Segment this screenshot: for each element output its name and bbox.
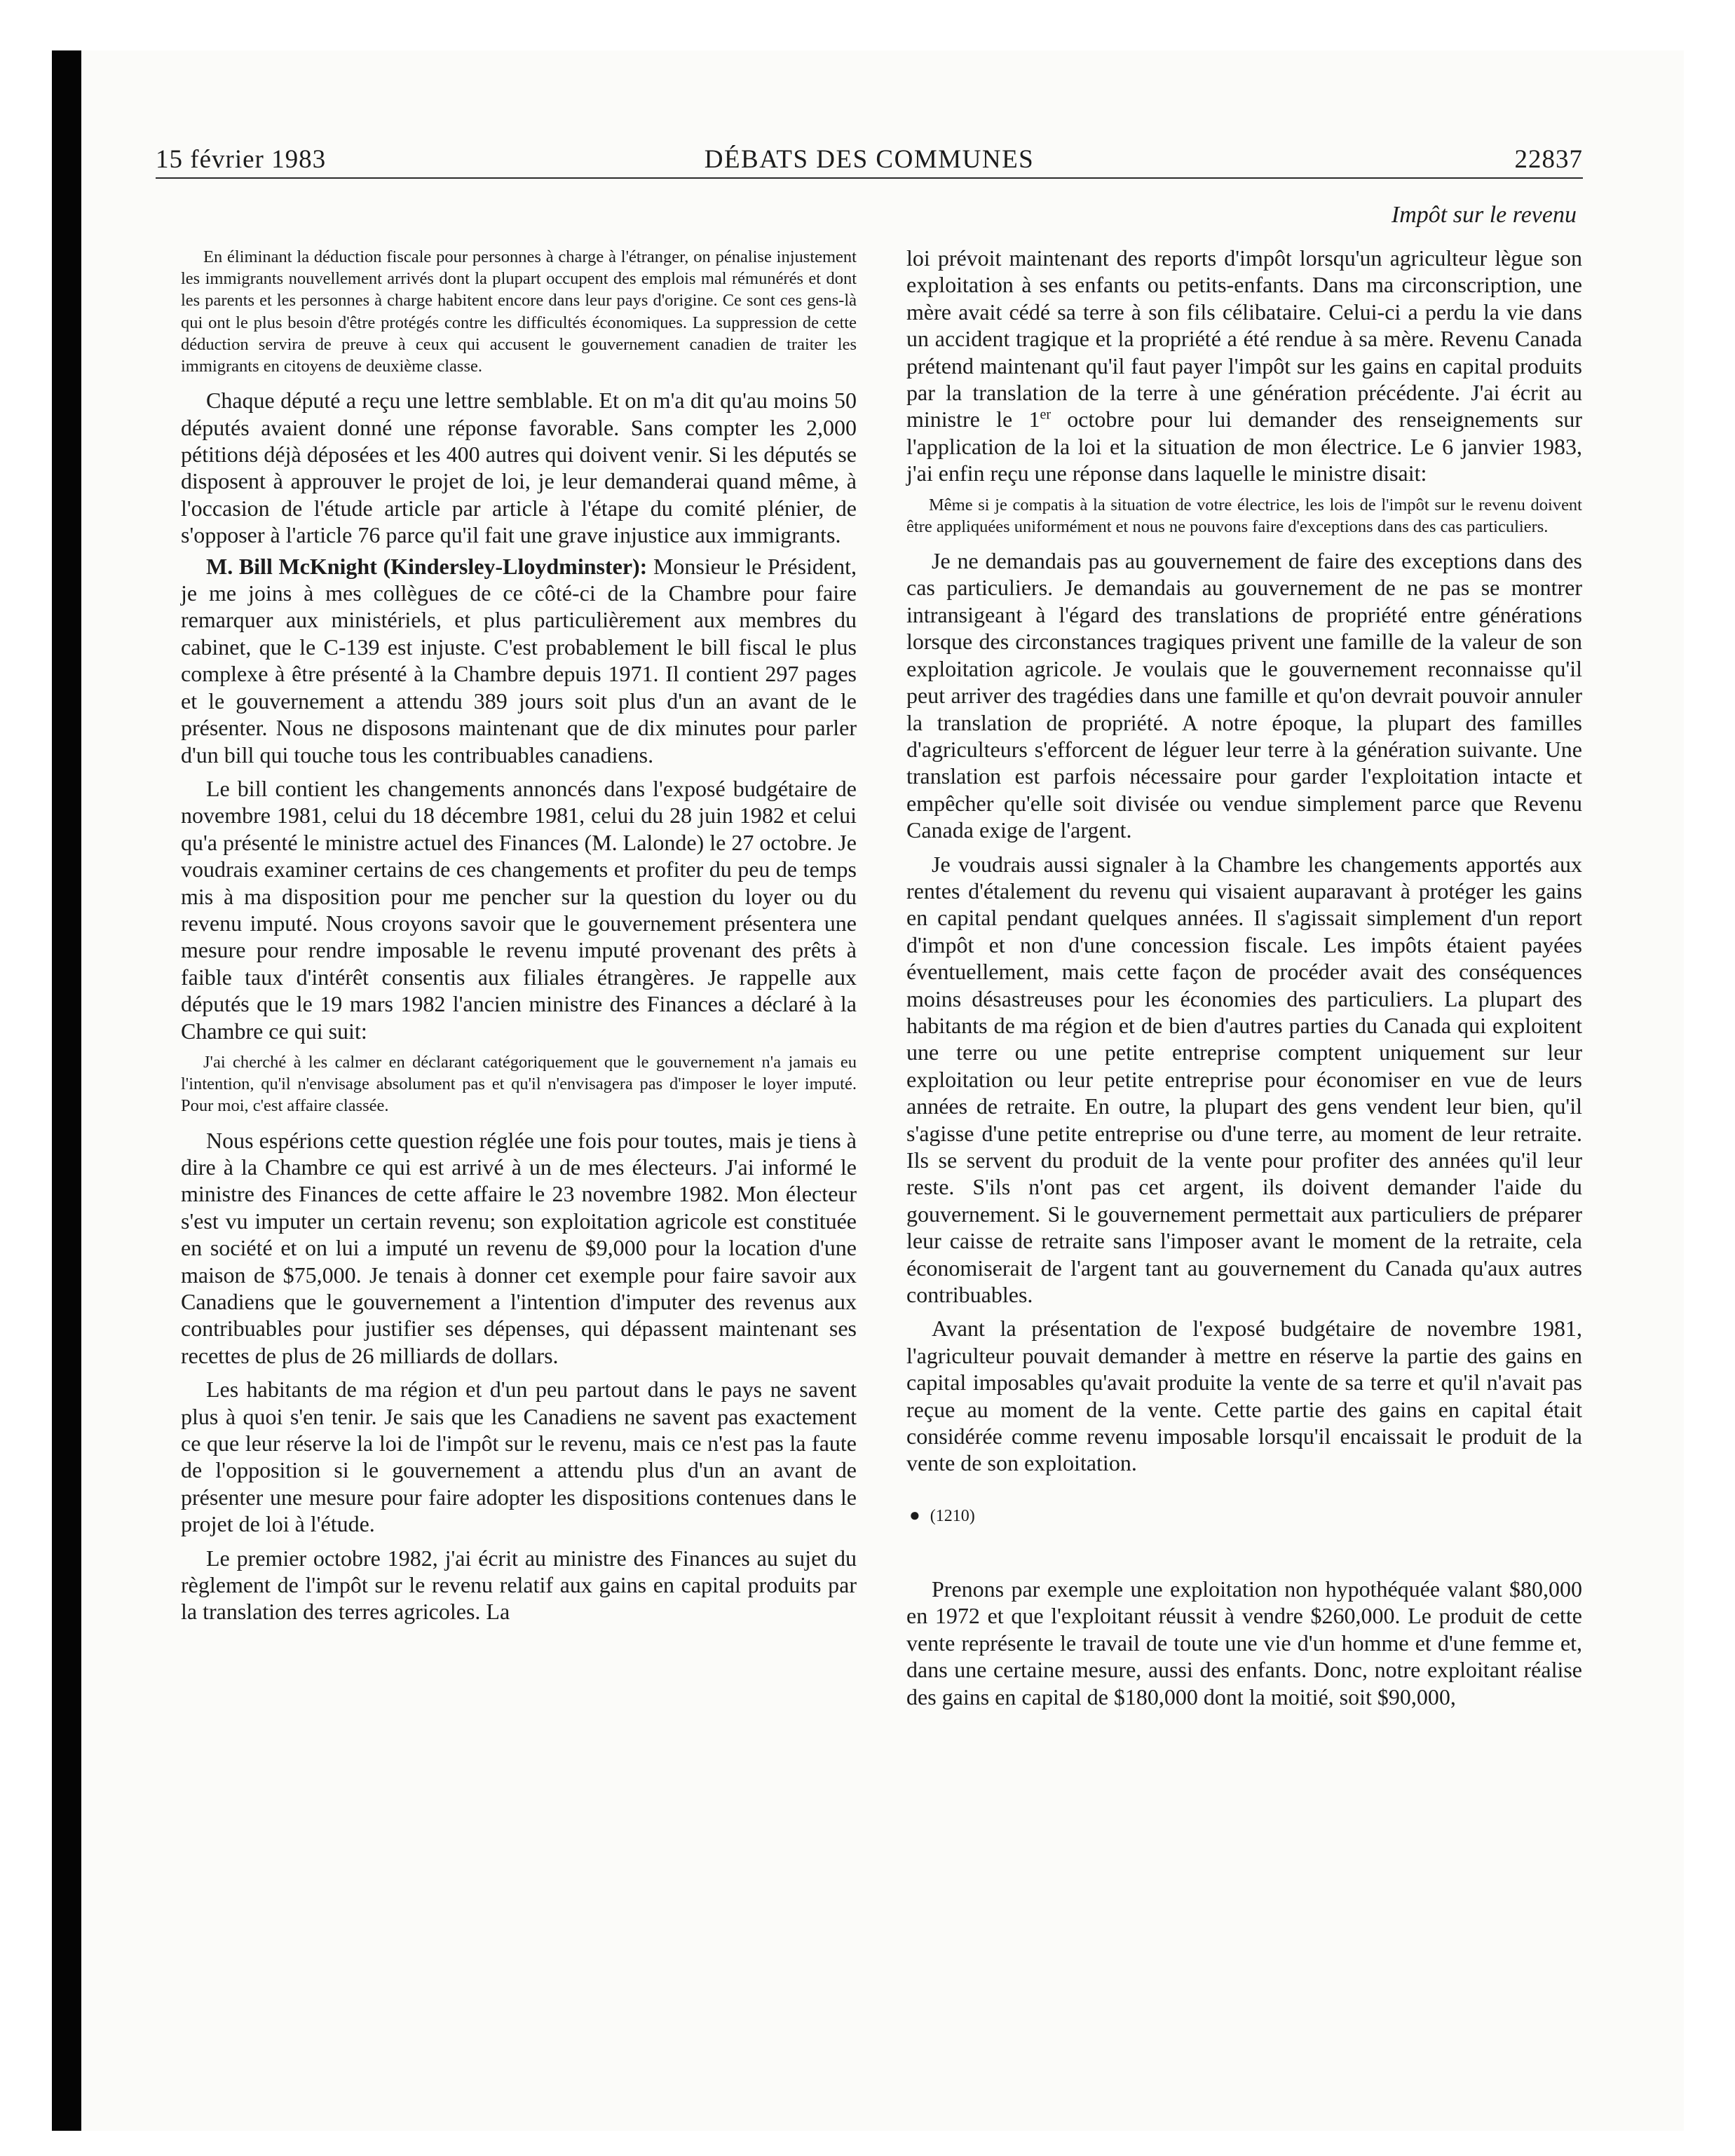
running-header xyxy=(156,144,1583,176)
paragraph: Nous espérions cette question réglée une fois pour toutes, mais je tiens à dire à la Chambre ce qui est arrivé à un de mes électeurs. J'ai informé le ministre des Finances de cette affaire le 23 novembre 1982. Mon électeur s'est vu imputer un certain revenu; son exploitation agricole est constituée en société et on lui a imputé un revenu de $9,000 pour la location d'une maison de $75,000. Je tenais à donner cet exemple pour faire savoir aux Canadiens que le gouvernement a l'intention d'imputer des revenus aux contribuables pour justifier ses dépenses, qui dépassent maintenant ses recettes de plus de 26 milliards de dollars. xyxy=(181,1127,857,1368)
quoted-reply: Même si je compatis à la situation de votre électrice, les lois de l'impôt sur le revenu doivent être appliquées uniformément et nous ne pouvons faire d'exceptions dans des cas particuliers. xyxy=(906,495,1582,536)
header-title: DÉBATS DES COMMUNES xyxy=(704,145,1035,174)
left-column xyxy=(181,200,857,1625)
paragraph: Je ne demandais pas au gouvernement de faire des exceptions dans des cas particuliers. Je demandais au gouvernement de ne pas se montrer intransigeant à l'égard des translations de propriété entre générations lorsque des circonstances tragiques privent une famille de la valeur de son exploitation agricole. Je voulais que le gouvernement reconnaisse qu'il peut arriver des tragédies dans une famille et qu'on devrait pouvoir annuler la translation de propriété. A notre époque, la plupart des familles d'agriculteurs s'efforcent de léguer leur terre à la génération suivante. Une translation est parfois nécessaire pour garder l'exploitation intacte et empêcher qu'elle soit divisée ou vendue simplement parce que Revenu Canada exige de l'argent. xyxy=(906,548,1582,843)
paragraph: Les habitants de ma région et d'un peu partout dans le pays ne savent plus à quoi s'en tenir. Je sais que les Canadiens ne savent pas exactement ce que leur réserve la loi de l'impôt sur le revenu, mais ce n'est pas la faute de l'opposition si le gouvernement a attendu plus d'un an avant de présenter une mesure pour faire adopter les dispositions contenues dans le projet de loi à l'étude. xyxy=(181,1377,857,1537)
ordinal-suffix: er xyxy=(1040,407,1051,423)
paragraph: Le bill contient les changements annoncés dans l'exposé budgétaire de novembre 1981, celui du 18 décembre 1981, celui du 28 juin 1982 et celui qu'a présenté le ministre actuel des Finances (M. Lalonde) le 27 octobre. Je voudrais examiner certains de ces changements et profiter du peu de temps mis à ma disposition pour me pencher sur la question du loyer ou du revenu imputé. Nous croyons savoir que le gouvernement présentera une mesure pour rendre imposable le revenu imputé provenant des prêts à faible taux d'intérêt consentis aux filiales étrangères. Je rappelle aux députés que le 19 mars 1982 l'ancien ministre des Finances a déclaré à la Chambre ce qui suit: xyxy=(181,775,857,1044)
paragraph: Prenons par exemple une exploitation non hypothéquée valant $80,000 en 1972 et que l'exploitant réussit à vendre $260,000. Le produit de cette vente représente le travail de toute une vie d'un homme et d'une femme et, dans une certaine mesure, aussi des enfants. Donc, notre exploitant réalise des gains en capital de $180,000 dont la moitié, soit $90,000, xyxy=(906,1576,1582,1710)
speaker-paragraph xyxy=(181,553,857,768)
header-page-number: 22837 xyxy=(1514,145,1583,174)
speaker-text: Monsieur le Président, je me joins à mes collègues de ce côté-ci de la Chambre pour faire remarquer aux ministériels, et plus particulièrement aux membres du cabinet, que le C-139 est injuste. C'est probablement le bill fiscal le plus complexe à être présenté à la Chambre depuis 1971. Il contient 297 pages et le gouvernement a attendu 389 jours soit plus d'un an avant de le présenter. Nous ne disposons maintenant que de dix minutes pour parler d'un bill qui touche tous les contribuables canadiens. xyxy=(181,553,857,767)
paragraph-text: octobre pour lui demander des renseignements sur l'application de la loi et la situation de mon électrice. Le 6 janvier 1983, j'ai enfin reçu une réponse dans laquelle le ministre disait: xyxy=(906,407,1583,486)
bullet-icon: ● xyxy=(909,1504,920,1525)
speaker-name: M. Bill McKnight (Kindersley-Lloydminster): xyxy=(206,553,648,579)
quoted-statement: J'ai cherché à les calmer en déclarant catégoriquement que le gouvernement n'a jamais eu l'intention, qu'il n'envisage absolument pas et qu'il n'envisagera pas d'imposer le loyer imputé. Pour moi, c'est affaire classée. xyxy=(181,1052,857,1116)
header-date: 15 février 1983 xyxy=(156,145,327,174)
paragraph: Je voudrais aussi signaler à la Chambre les changements apportés aux rentes d'étalement du revenu qui visaient auparavant à protéger les gains en capital pendant quelques années. Il s'agissait simplement d'un report d'impôt et non d'une concession fiscale. Les impôts étaient payées éventuellement, mais cette façon de procéder avait des conséquences moins désastreuses pour les économies des particuliers. La plupart des habitants de ma région et de bien d'autres parties du Canada qui exploitent une terre ou une petite entreprise comptent uniquement sur leur exploitation ou leur petite entreprise pour économiser en vue de leurs années de retraite. En outre, la plupart des gens vendent leur bien, qu'il s'agisse d'une petite entreprise ou d'une terre, au moment de leur retraite. Ils se servent du produit de la vente pour profiter des années qu'il leur reste. S'ils n'ont pas cet argent, ils doivent demander l'aide du gouvernement. Si le gouvernement permettait aux particuliers de préparer leur caisse de retraite sans l'imposer avant le moment de la retraite, cela économiserait de l'argent tant au gouvernement du Canada qu'aux autres contribuables. xyxy=(906,851,1582,1308)
paragraph-text: loi prévoit maintenant des reports d'impôt lorsqu'un agriculteur lègue son exploitation à ses enfants ou petits-enfants. Dans ma circonscription, une mère avait cédé sa terre à son fils célibataire. Celui-ci a perdu la vie dans un accident tragique et la propriété a été rendue à sa mère. Revenu Canada prétend maintenant qu'il faut payer l'impôt sur les gains en capital produits par la translation de la terre à une génération précédente. J'ai écrit au ministre le 1 xyxy=(906,245,1582,432)
section-title: Impôt sur le revenu xyxy=(1391,202,1577,228)
paragraph: Chaque député a reçu une lettre semblable. Et on m'a dit qu'au moins 50 députés avaient donné une réponse favorable. Sans compter les 2,000 pétitions déjà déposées et les 400 autres qui doivent venir. Si les députés se disposent à approuver le projet de loi, je leur demanderai quand même, à l'occasion de l'étude article par article à l'étape du comité plénier, de s'opposer à l'article 76 parce qu'il fait une grave injustice aux immigrants. xyxy=(181,388,857,548)
time-marker xyxy=(906,1505,1582,1527)
right-column xyxy=(906,200,1582,1710)
binding-edge xyxy=(52,50,81,2131)
header-rule xyxy=(156,177,1583,179)
paragraph: Avant la présentation de l'exposé budgétaire de novembre 1981, l'agriculteur pouvait demander à mettre en réserve la partie des gains en capital imposables qu'avait produite la vente de sa terre et qu'il n'avait pas reçue au moment de la vente. Cette partie des gains en capital était considérée comme revenu imposable lorsqu'il encaissait le produit de la vente de son exploitation. xyxy=(906,1316,1582,1476)
time-marker-text: (1210) xyxy=(930,1506,975,1525)
paragraph xyxy=(906,245,1582,487)
quoted-letter: En éliminant la déduction fiscale pour personnes à charge à l'étranger, on pénalise injustement les immigrants nouvellement arrivés dont la plupart occupent des emplois mal rémunérés et dont les parents et les personnes à charge habitent encore dans leur pays d'origine. Ce sont ces gens-là qui ont le plus besoin d'être protégés contre les difficultés économiques. La suppression de cette déduction servira de preuve à ceux qui accusent le gouvernement canadien de traiter les immigrants en citoyens de deuxième classe. xyxy=(181,247,857,376)
paragraph: Le premier octobre 1982, j'ai écrit au ministre des Finances au sujet du règlement de l'impôt sur le revenu relatif aux gains en capital produits par la translation des terres agricoles. La xyxy=(181,1545,857,1625)
